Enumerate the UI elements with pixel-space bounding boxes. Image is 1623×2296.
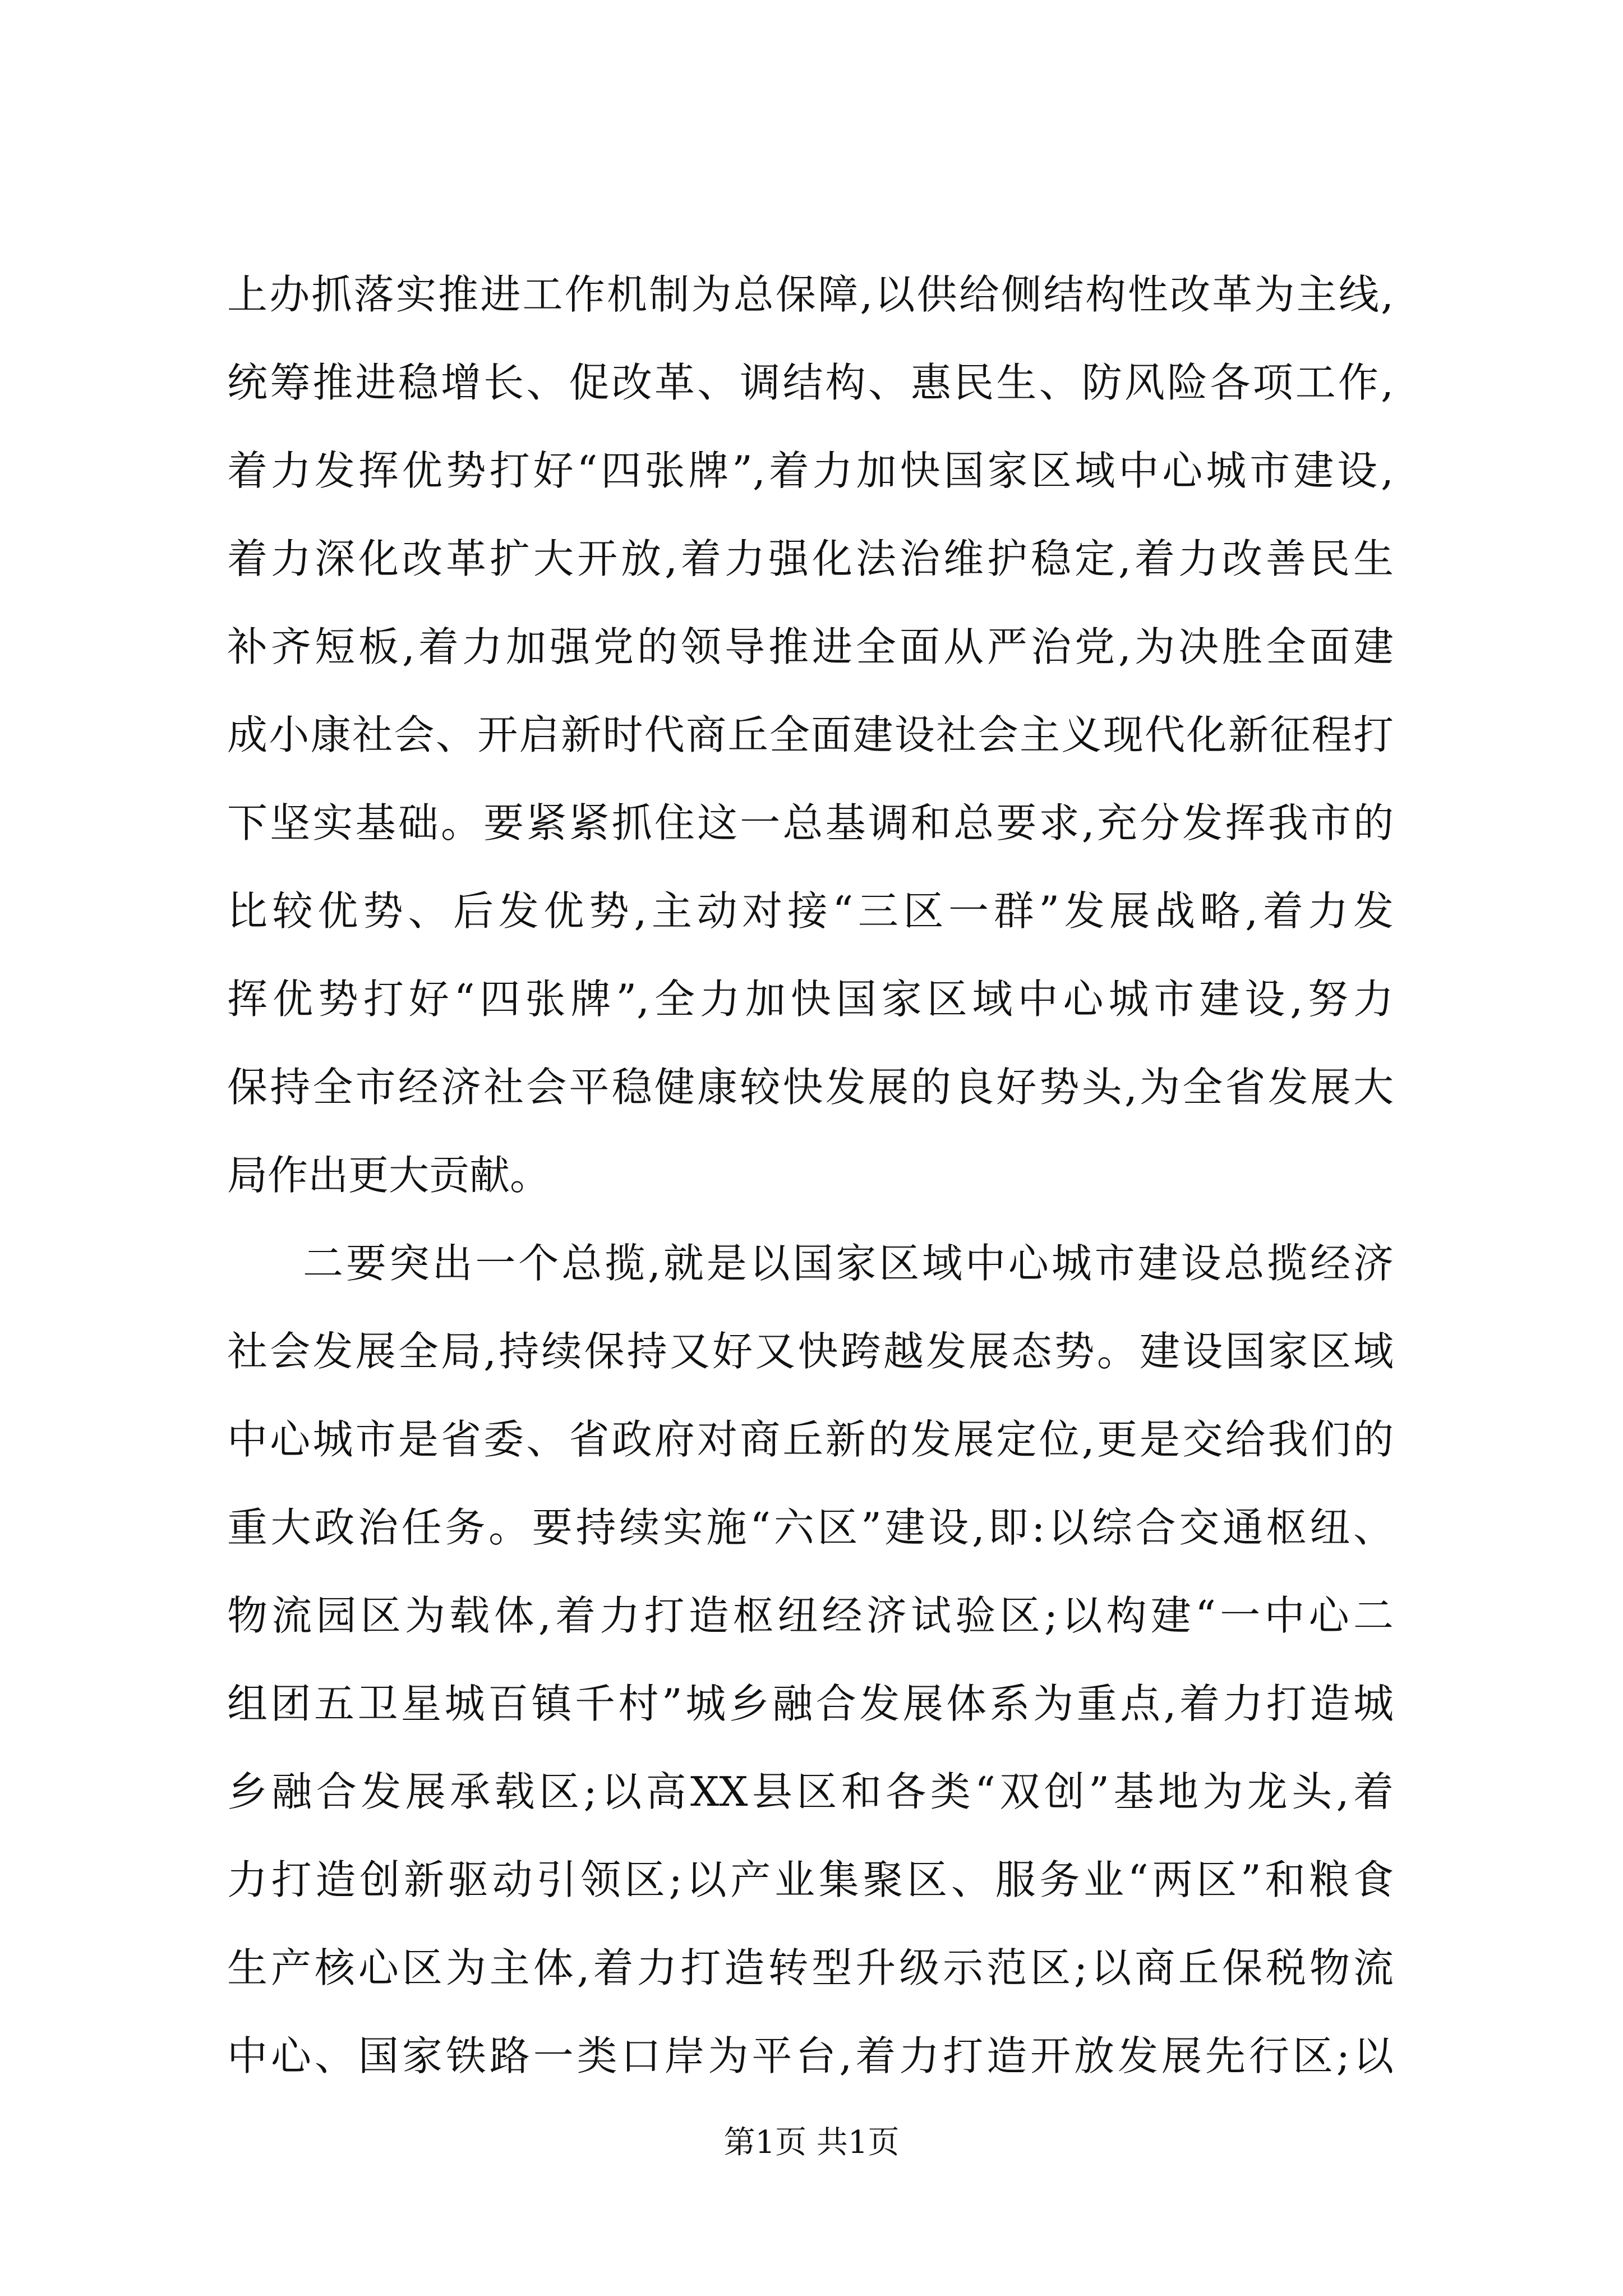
body-line-21: 中心、国家铁路一类口岸为平台,着力打造开放发展先行区;以 bbox=[227, 2032, 1394, 2079]
body-line-13: 社会发展全局,持续保持又好又快跨越发展态势。建设国家区域 bbox=[227, 1328, 1394, 1375]
body-line-10: 保持全市经济社会平稳健康较快发展的良好势头,为全省发展大 bbox=[227, 1064, 1394, 1111]
body-line-9: 挥优势打好“四张牌”,全力加快国家区域中心城市建设,努力 bbox=[227, 976, 1394, 1023]
page-number-footer: 第1页 共1页 bbox=[723, 2124, 900, 2161]
body-line-18: 乡融合发展承载区;以高XX县区和各类“双创”基地为龙头,着 bbox=[227, 1768, 1394, 1815]
body-line-5: 补齐短板,着力加强党的领导推进全面从严治党,为决胜全面建 bbox=[227, 623, 1394, 670]
body-line-19: 力打造创新驱动引领区;以产业集聚区、服务业“两区”和粮食 bbox=[227, 1856, 1394, 1903]
body-line-14: 中心城市是省委、省政府对商丘新的发展定位,更是交给我们的 bbox=[227, 1416, 1394, 1463]
body-line-8: 比较优势、后发优势,主动对接“三区一群”发展战略,着力发 bbox=[227, 887, 1394, 935]
body-line-11: 局作出更大贡献。 bbox=[227, 1152, 551, 1199]
body-line-2: 统筹推进稳增长、促改革、调结构、惠民生、防风险各项工作, bbox=[227, 359, 1394, 406]
body-line-4: 着力深化改革扩大开放,着力强化法治维护稳定,着力改善民生 bbox=[227, 535, 1394, 582]
body-line-7: 下坚实基础。要紧紧抓住这一总基调和总要求,充分发挥我市的 bbox=[227, 799, 1394, 846]
body-line-6: 成小康社会、开启新时代商丘全面建设社会主义现代化新征程打 bbox=[227, 711, 1394, 758]
paragraph-2-first-line: 二要突出一个总揽,就是以国家区域中心城市建设总揽经济 bbox=[303, 1240, 1394, 1287]
body-line-1: 上办抓落实推进工作机制为总保障,以供给侧结构性改革为主线, bbox=[227, 271, 1394, 318]
body-line-20: 生产核心区为主体,着力打造转型升级示范区;以商丘保税物流 bbox=[227, 1944, 1394, 1991]
body-line-17: 组团五卫星城百镇千村”城乡融合发展体系为重点,着力打造城 bbox=[227, 1680, 1394, 1727]
body-line-3: 着力发挥优势打好“四张牌”,着力加快国家区域中心城市建设, bbox=[227, 447, 1394, 494]
body-line-15: 重大政治任务。要持续实施“六区”建设,即:以综合交通枢纽、 bbox=[227, 1504, 1394, 1551]
body-line-16: 物流园区为载体,着力打造枢纽经济试验区;以构建“一中心二 bbox=[227, 1592, 1394, 1639]
